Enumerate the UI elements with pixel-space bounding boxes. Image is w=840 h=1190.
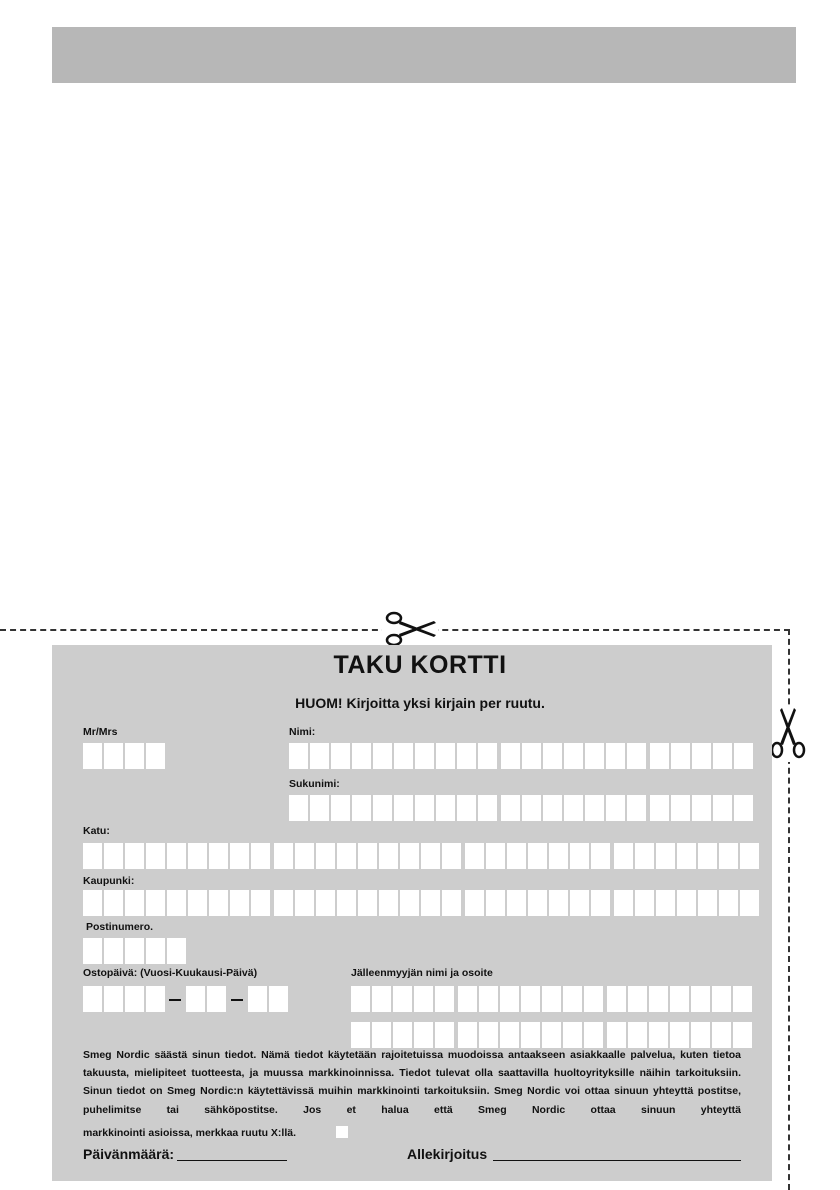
- char-box[interactable]: [352, 795, 371, 821]
- char-box[interactable]: [584, 1022, 603, 1048]
- char-box[interactable]: [146, 843, 165, 869]
- signature-line[interactable]: [493, 1160, 741, 1161]
- char-box[interactable]: [635, 890, 654, 916]
- street-label: Katu:: [83, 825, 110, 837]
- char-box[interactable]: [507, 890, 526, 916]
- char-box[interactable]: [528, 890, 547, 916]
- char-box[interactable]: [372, 986, 391, 1012]
- char-box[interactable]: [415, 795, 434, 821]
- char-box[interactable]: [478, 743, 497, 769]
- char-box[interactable]: [733, 1022, 752, 1048]
- retailer-input-line-2[interactable]: [351, 1022, 754, 1048]
- char-box[interactable]: [207, 986, 226, 1012]
- char-box[interactable]: [230, 890, 249, 916]
- purchase-day-input[interactable]: [248, 986, 290, 1012]
- date-line[interactable]: [177, 1160, 287, 1161]
- char-box[interactable]: [310, 743, 329, 769]
- char-box[interactable]: [373, 743, 392, 769]
- char-box[interactable]: [606, 795, 625, 821]
- retailer-input-line-1[interactable]: [351, 986, 754, 1012]
- char-box[interactable]: [584, 986, 603, 1012]
- char-box[interactable]: [563, 986, 582, 1012]
- char-box[interactable]: [337, 843, 356, 869]
- title-label: Mr/Mrs: [83, 726, 118, 738]
- char-box[interactable]: [656, 843, 675, 869]
- char-box[interactable]: [698, 890, 717, 916]
- char-box[interactable]: [486, 843, 505, 869]
- char-box[interactable]: [607, 1022, 626, 1048]
- char-box[interactable]: [209, 843, 228, 869]
- char-box[interactable]: [373, 795, 392, 821]
- char-box[interactable]: [585, 743, 604, 769]
- char-box[interactable]: [358, 890, 377, 916]
- char-box[interactable]: [671, 795, 690, 821]
- char-box[interactable]: [570, 890, 589, 916]
- char-box[interactable]: [713, 795, 732, 821]
- char-box[interactable]: [457, 795, 476, 821]
- scissors-icon: [382, 609, 438, 649]
- char-box[interactable]: [606, 743, 625, 769]
- char-box[interactable]: [372, 1022, 391, 1048]
- char-box[interactable]: [528, 843, 547, 869]
- char-box[interactable]: [351, 986, 370, 1012]
- char-box[interactable]: [542, 1022, 561, 1048]
- char-box[interactable]: [274, 843, 293, 869]
- char-box[interactable]: [628, 1022, 647, 1048]
- header-bar: [52, 27, 796, 83]
- char-box[interactable]: [125, 743, 144, 769]
- char-box[interactable]: [677, 890, 696, 916]
- char-box[interactable]: [379, 843, 398, 869]
- char-box[interactable]: [692, 743, 711, 769]
- char-box[interactable]: [614, 890, 633, 916]
- char-box[interactable]: [289, 795, 308, 821]
- date-separator: [231, 999, 243, 1001]
- city-label: Kaupunki:: [83, 875, 135, 887]
- char-box[interactable]: [486, 890, 505, 916]
- char-box[interactable]: [478, 795, 497, 821]
- char-box[interactable]: [146, 743, 165, 769]
- card-title: TAKU KORTTI: [333, 651, 507, 679]
- char-box[interactable]: [352, 743, 371, 769]
- char-box[interactable]: [712, 986, 731, 1012]
- char-box[interactable]: [549, 843, 568, 869]
- char-box[interactable]: [465, 890, 484, 916]
- char-box[interactable]: [500, 986, 519, 1012]
- char-box[interactable]: [458, 1022, 477, 1048]
- char-box[interactable]: [549, 890, 568, 916]
- char-box[interactable]: [251, 890, 270, 916]
- postal-code-label: Postinumero.: [86, 921, 154, 933]
- retailer-label: Jälleenmyyjän nimi ja osoite: [351, 967, 493, 979]
- char-box[interactable]: [650, 795, 669, 821]
- last-name-label: Sukunimi:: [289, 778, 340, 790]
- scissors-icon: [768, 706, 808, 762]
- char-box[interactable]: [209, 890, 228, 916]
- char-box[interactable]: [671, 743, 690, 769]
- char-box[interactable]: [125, 890, 144, 916]
- char-box[interactable]: [104, 890, 123, 916]
- char-box[interactable]: [570, 843, 589, 869]
- char-box[interactable]: [719, 843, 738, 869]
- char-box[interactable]: [394, 743, 413, 769]
- char-box[interactable]: [274, 890, 293, 916]
- signature-label: Allekirjoitus: [407, 1146, 488, 1162]
- char-box[interactable]: [331, 743, 350, 769]
- char-box[interactable]: [501, 743, 520, 769]
- char-box[interactable]: [415, 743, 434, 769]
- char-box[interactable]: [83, 890, 102, 916]
- char-box[interactable]: [442, 843, 461, 869]
- char-box[interactable]: [83, 986, 102, 1012]
- char-box[interactable]: [564, 795, 583, 821]
- char-box[interactable]: [656, 890, 675, 916]
- char-box[interactable]: [351, 1022, 370, 1048]
- char-box[interactable]: [543, 743, 562, 769]
- char-box[interactable]: [649, 1022, 668, 1048]
- city-input[interactable]: [83, 890, 761, 916]
- char-box[interactable]: [500, 1022, 519, 1048]
- privacy-notice-last-line: markkinointi asioissa, merkkaa ruutu X:llä.: [83, 1127, 296, 1139]
- char-box[interactable]: [230, 843, 249, 869]
- char-box[interactable]: [125, 938, 144, 964]
- purchase-year-input[interactable]: [83, 986, 167, 1012]
- char-box[interactable]: [628, 986, 647, 1012]
- char-box[interactable]: [501, 795, 520, 821]
- char-box[interactable]: [393, 1022, 412, 1048]
- char-box[interactable]: [591, 890, 610, 916]
- char-box[interactable]: [188, 890, 207, 916]
- char-box[interactable]: [167, 890, 186, 916]
- privacy-notice: Smeg Nordic säästä sinun tiedot. Nämä tiedot käytetään rajoitetuissa muodoissa antaakseen asiakkaalle palvelua, kuten tietoa takuusta, mielipiteet tuotteesta, ja muussa markkinoinnissa. Tiedot tulevat olla saattavilla huoltoyrityksille näihin tarkoituksiin. Sinun tiedot on Smeg Nordic:n käytettävissä muihin markkinointi tarkoituksiin. Smeg Nordic voi ottaa sinuun yhteyttä postitse, puhelimitse tai sähköpostitse. Jos et halua että Smeg Nordic ottaa sinuun yhteyttä: [83, 1049, 741, 1116]
- purchase-month-input[interactable]: [186, 986, 228, 1012]
- char-box[interactable]: [104, 938, 123, 964]
- char-box[interactable]: [670, 1022, 689, 1048]
- char-box[interactable]: [465, 843, 484, 869]
- char-box[interactable]: [167, 843, 186, 869]
- postal-code-input[interactable]: [83, 938, 188, 964]
- char-box[interactable]: [393, 986, 412, 1012]
- char-box[interactable]: [650, 743, 669, 769]
- char-box[interactable]: [691, 986, 710, 1012]
- char-box[interactable]: [337, 890, 356, 916]
- char-box[interactable]: [186, 986, 205, 1012]
- char-box[interactable]: [167, 938, 186, 964]
- char-box[interactable]: [436, 743, 455, 769]
- char-box[interactable]: [83, 743, 102, 769]
- first-name-input[interactable]: [289, 743, 755, 769]
- char-box[interactable]: [627, 743, 646, 769]
- char-box[interactable]: [379, 890, 398, 916]
- char-box[interactable]: [248, 986, 267, 1012]
- char-box[interactable]: [521, 986, 540, 1012]
- char-box[interactable]: [146, 986, 165, 1012]
- char-box[interactable]: [125, 843, 144, 869]
- char-box[interactable]: [457, 743, 476, 769]
- char-box[interactable]: [442, 890, 461, 916]
- char-box[interactable]: [713, 743, 732, 769]
- char-box[interactable]: [421, 890, 440, 916]
- last-name-input[interactable]: [289, 795, 755, 821]
- char-box[interactable]: [543, 795, 562, 821]
- char-box[interactable]: [564, 743, 583, 769]
- char-box[interactable]: [692, 795, 711, 821]
- char-box[interactable]: [400, 890, 419, 916]
- char-box[interactable]: [104, 843, 123, 869]
- street-input[interactable]: [83, 843, 761, 869]
- char-box[interactable]: [316, 890, 335, 916]
- char-box[interactable]: [316, 843, 335, 869]
- char-box[interactable]: [435, 1022, 454, 1048]
- char-box[interactable]: [146, 938, 165, 964]
- char-box[interactable]: [563, 1022, 582, 1048]
- char-box[interactable]: [104, 743, 123, 769]
- char-box[interactable]: [733, 986, 752, 1012]
- char-box[interactable]: [310, 795, 329, 821]
- char-box[interactable]: [125, 986, 144, 1012]
- char-box[interactable]: [479, 986, 498, 1012]
- char-box[interactable]: [542, 986, 561, 1012]
- char-box[interactable]: [691, 1022, 710, 1048]
- char-box[interactable]: [295, 890, 314, 916]
- char-box[interactable]: [358, 843, 377, 869]
- date-separator: [169, 999, 181, 1001]
- char-box[interactable]: [83, 938, 102, 964]
- char-box[interactable]: [400, 843, 419, 869]
- date-label: Päivänmäärä:: [83, 1146, 175, 1162]
- char-box[interactable]: [740, 843, 759, 869]
- char-box[interactable]: [585, 795, 604, 821]
- char-box[interactable]: [435, 986, 454, 1012]
- char-box[interactable]: [331, 795, 350, 821]
- char-box[interactable]: [104, 986, 123, 1012]
- char-box[interactable]: [269, 986, 288, 1012]
- char-box[interactable]: [698, 843, 717, 869]
- char-box[interactable]: [670, 986, 689, 1012]
- char-box[interactable]: [712, 1022, 731, 1048]
- char-box[interactable]: [522, 743, 541, 769]
- char-box[interactable]: [295, 843, 314, 869]
- title-input[interactable]: [83, 743, 167, 769]
- char-box[interactable]: [289, 743, 308, 769]
- char-box[interactable]: [479, 1022, 498, 1048]
- char-box[interactable]: [188, 843, 207, 869]
- char-box[interactable]: [677, 843, 696, 869]
- char-box[interactable]: [591, 843, 610, 869]
- char-box[interactable]: [146, 890, 165, 916]
- char-box[interactable]: [614, 843, 633, 869]
- char-box[interactable]: [635, 843, 654, 869]
- first-name-label: Nimi:: [289, 726, 316, 738]
- char-box[interactable]: [421, 843, 440, 869]
- char-box[interactable]: [414, 1022, 433, 1048]
- char-box[interactable]: [394, 795, 413, 821]
- char-box[interactable]: [649, 986, 668, 1012]
- char-box[interactable]: [521, 1022, 540, 1048]
- card-instruction: HUOM! Kirjoitta yksi kirjain per ruutu.: [295, 695, 545, 711]
- marketing-opt-out-checkbox[interactable]: [336, 1126, 348, 1138]
- char-box[interactable]: [83, 843, 102, 869]
- char-box[interactable]: [436, 795, 455, 821]
- char-box[interactable]: [507, 843, 526, 869]
- char-box[interactable]: [627, 795, 646, 821]
- char-box[interactable]: [719, 890, 738, 916]
- char-box[interactable]: [740, 890, 759, 916]
- char-box[interactable]: [522, 795, 541, 821]
- char-box[interactable]: [458, 986, 477, 1012]
- char-box[interactable]: [251, 843, 270, 869]
- char-box[interactable]: [607, 986, 626, 1012]
- char-box[interactable]: [414, 986, 433, 1012]
- char-box[interactable]: [734, 743, 753, 769]
- char-box[interactable]: [734, 795, 753, 821]
- purchase-date-label: Ostopäivä: (Vuosi-Kuukausi-Päivä): [83, 967, 258, 979]
